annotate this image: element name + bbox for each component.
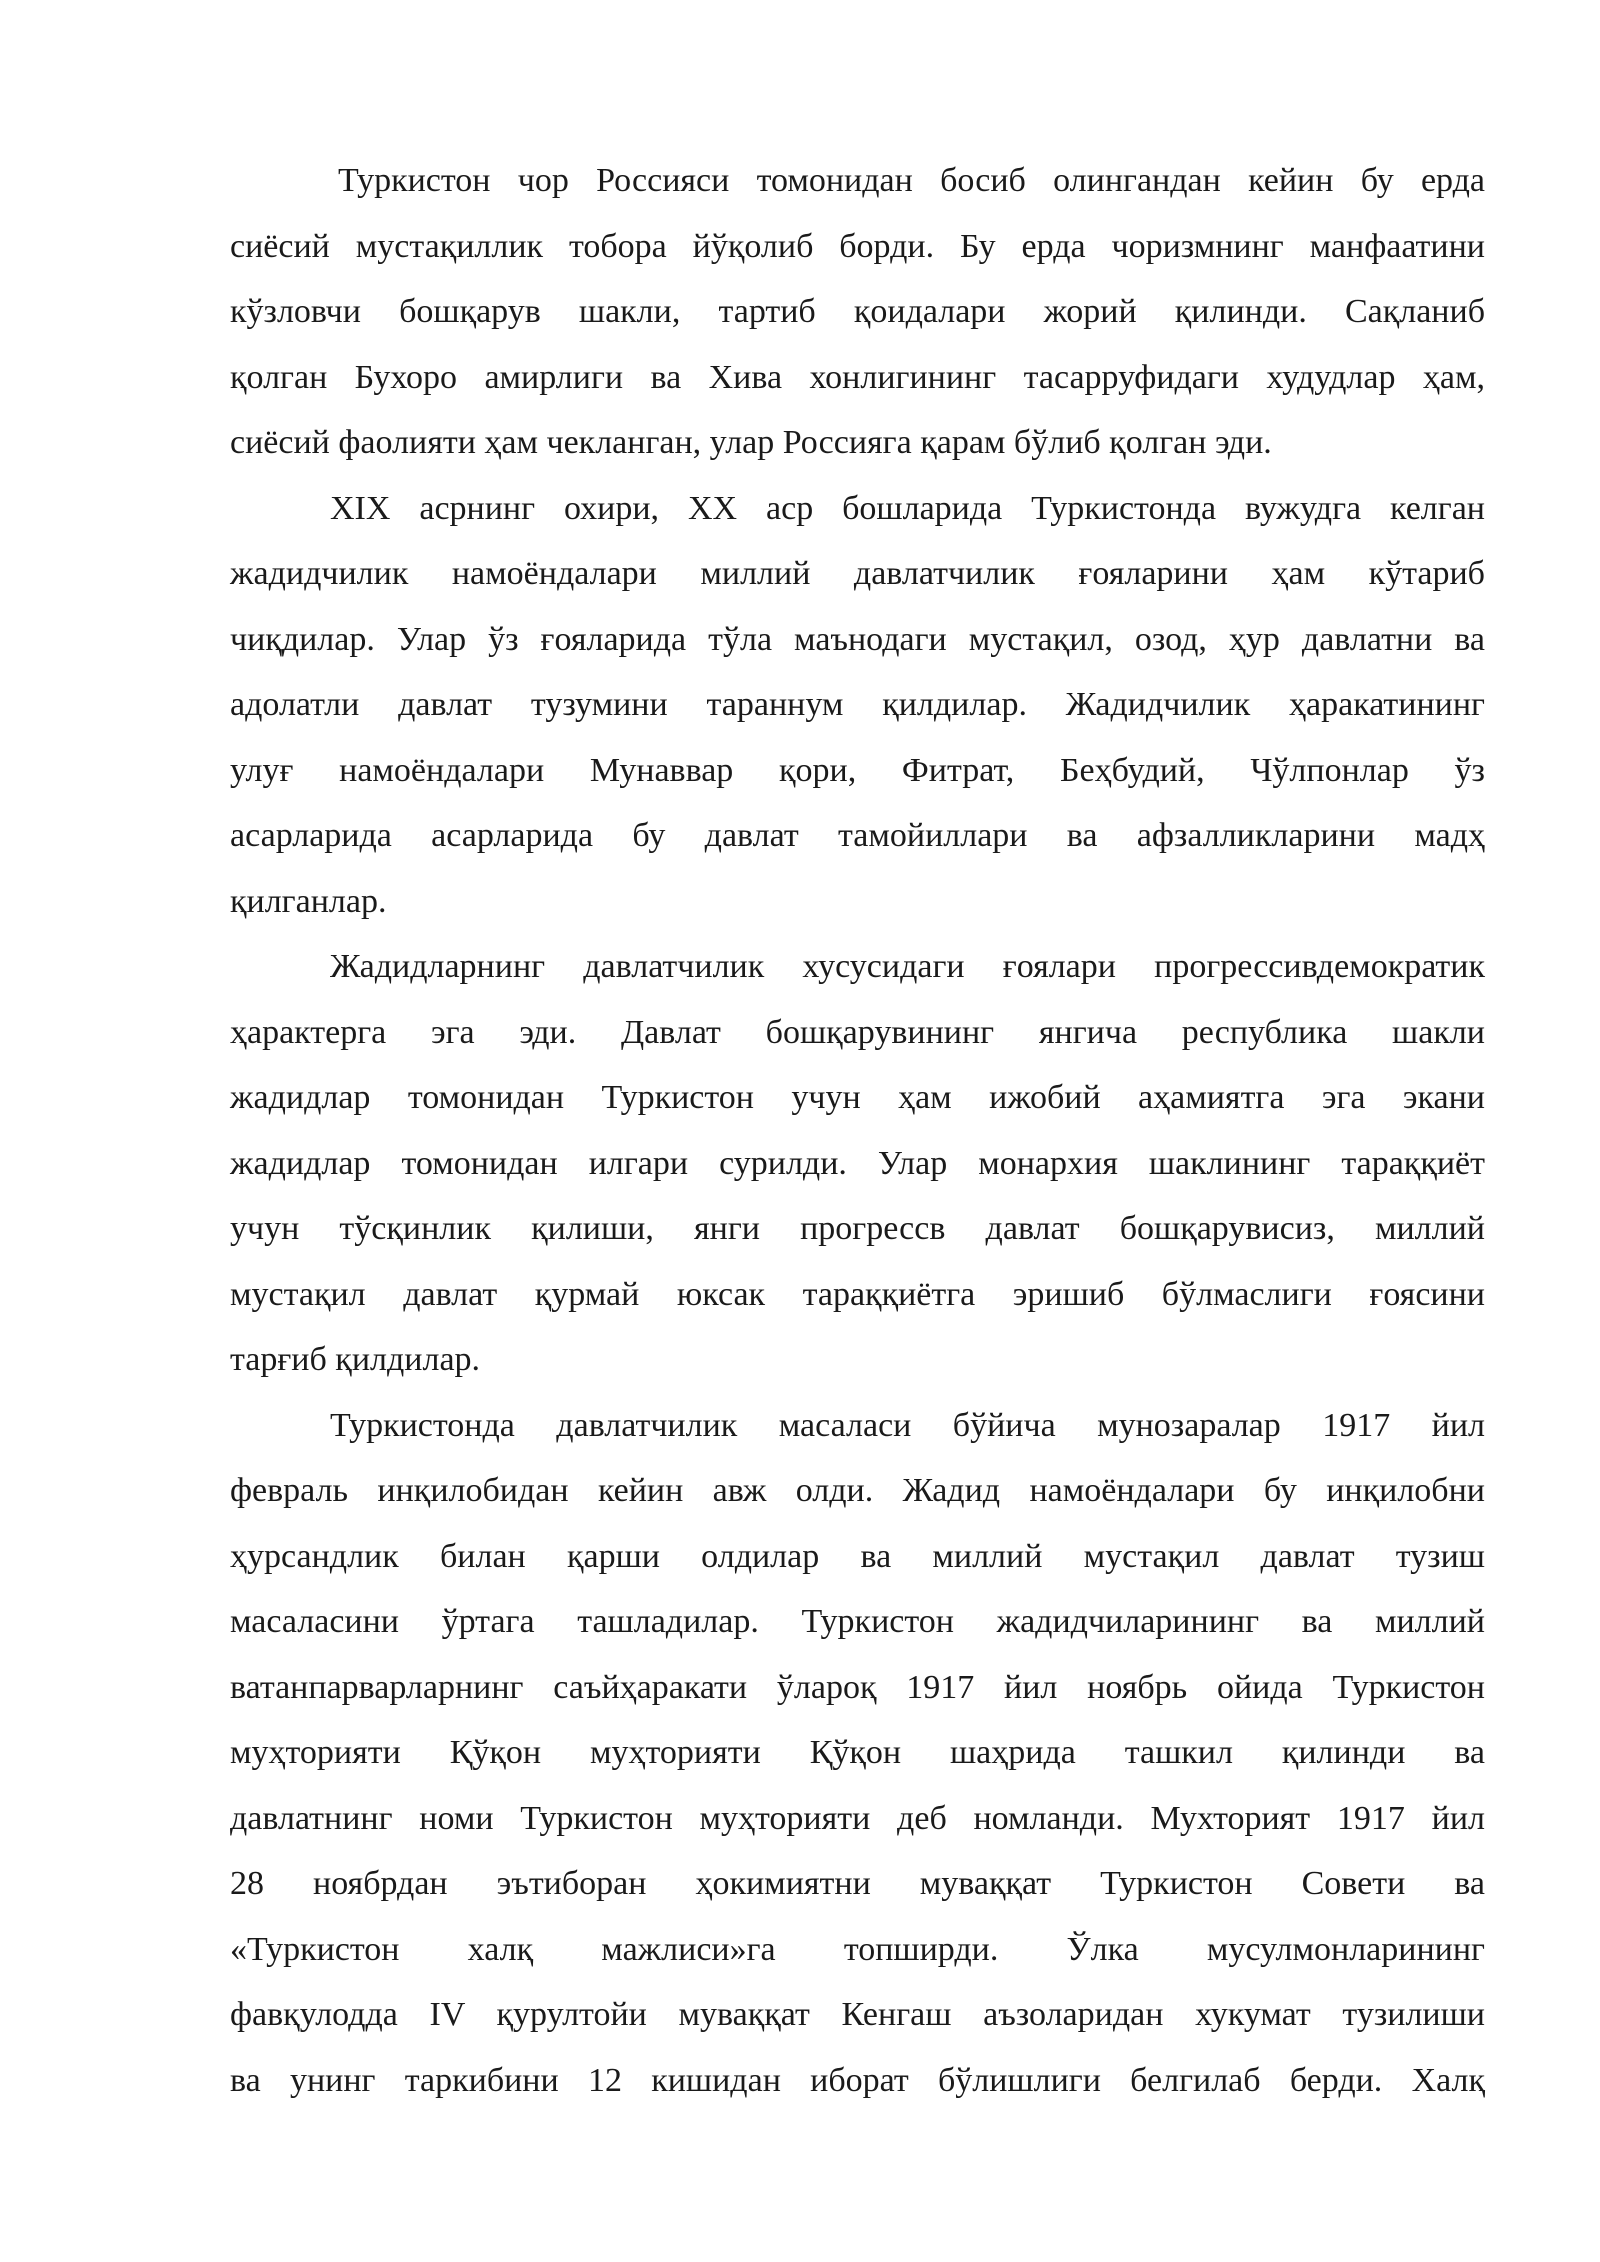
text-line: февраль инқилобидан кейин авж олди. Жадид намоёндалари бу инқилобни [230, 1472, 1485, 1509]
text-line: асарларида асарларида бу давлат тамойиллари ва афзалликларини мадҳ [230, 817, 1485, 854]
text-line: сиёсий мустақиллик тобора йўқолиб борди. Бу ерда чоризмнинг манфаатини [230, 227, 1485, 265]
text-line: Туркистон чор Россияси томонидан босиб олингандан кейин бу ерда [338, 162, 1485, 199]
text-line: ҳурсандлик билан қарши олдилар ва миллий мустақил давлат тузиш [230, 1537, 1485, 1575]
text-line: кўзловчи бошқарув шакли, тартиб қоидалари жорий қилинди. Сақланиб [230, 293, 1485, 330]
text-line: сиёсий фаолияти ҳам чекланган, улар Россияга қарам бўлиб қолган эди. [230, 424, 1272, 461]
text-line: қолган Бухоро амирлиги ва Хива хонлигининг тасарруфидаги худудлар ҳам, [230, 358, 1485, 396]
text-line: улуғ намоёндалари Мунаввар қори, Фитрат, Беҳбудий, Чўлпонлар ўз [230, 751, 1485, 789]
document-body [230, 148, 1485, 2113]
text-line: жадидчилик намоёндалари миллий давлатчилик ғояларини ҳам кўтариб [230, 555, 1485, 592]
text-line: жадидлар томонидан Туркистон учун ҳам ижобий аҳамиятга эга экани [230, 1079, 1485, 1116]
text-line: муҳторияти Қўқон муҳторияти Қўқон шаҳрида ташкил қилинди ва [230, 1734, 1485, 1771]
text-line: ва унинг таркибини 12 кишидан иборат бўлишлиги белгилаб берди. Халқ [230, 2061, 1485, 2099]
text-line: ҳарактерга эга эди. Давлат бошқарувининг янгича республика шакли [230, 1013, 1485, 1051]
paragraph-4 [230, 1393, 1485, 2114]
text-line: учун тўсқинлик қилиши, янги прогрессв давлат бошқарувисиз, миллий [230, 1210, 1485, 1247]
text-line: Жадидларнинг давлатчилик хусусидаги ғоялари прогрессивдемократик [330, 948, 1485, 985]
text-line: чиқдилар. Улар ўз ғояларида тўла маънодаги мустақил, озод, ҳур давлатни ва [230, 620, 1485, 658]
text-line: адолатли давлат тузумини тараннум қилдилар. Жадидчилик ҳаракатининг [230, 686, 1485, 723]
text-line: XIX асрнинг охири, XX аср бошларида Туркистонда вужудга келган [330, 489, 1485, 527]
paragraph-3 [230, 934, 1485, 1393]
text-line: «Туркистон халқ мажлиси»га топширди. Ўлка мусулмонларининг [230, 1930, 1485, 1968]
text-line: фавқулодда IV қурултойи муваққат Кенгаш аъзоларидан хукумат тузилиши [230, 1996, 1485, 2033]
text-line: ватанпарварларнинг саъйҳаракати ўлароқ 1917 йил ноябрь ойида Туркистон [230, 1668, 1485, 1706]
text-line: тарғиб қилдилар. [230, 1341, 481, 1378]
text-line: мустақил давлат қурмай юксак тараққиётга эришиб бўлмаслиги ғоясини [230, 1275, 1485, 1313]
text-line: масаласини ўртага ташладилар. Туркистон жадидчиларининг ва миллий [230, 1603, 1485, 1640]
paragraph-2 [230, 476, 1485, 935]
text-line: қилганлар. [230, 882, 387, 920]
paragraph-1 [230, 148, 1485, 476]
text-line: давлатнинг номи Туркистон муҳторияти деб номланди. Мухторият 1917 йил [230, 1799, 1485, 1837]
text-line: жадидлар томонидан илгари сурилди. Улар монархия шаклининг тараққиёт [230, 1144, 1485, 1182]
text-line: Туркистонда давлатчилик масаласи бўйича мунозаралар 1917 йил [330, 1406, 1485, 1444]
text-line: 28 ноябрдан эътиборан ҳокимиятни муваққат Туркистон Совети ва [230, 1865, 1485, 1902]
